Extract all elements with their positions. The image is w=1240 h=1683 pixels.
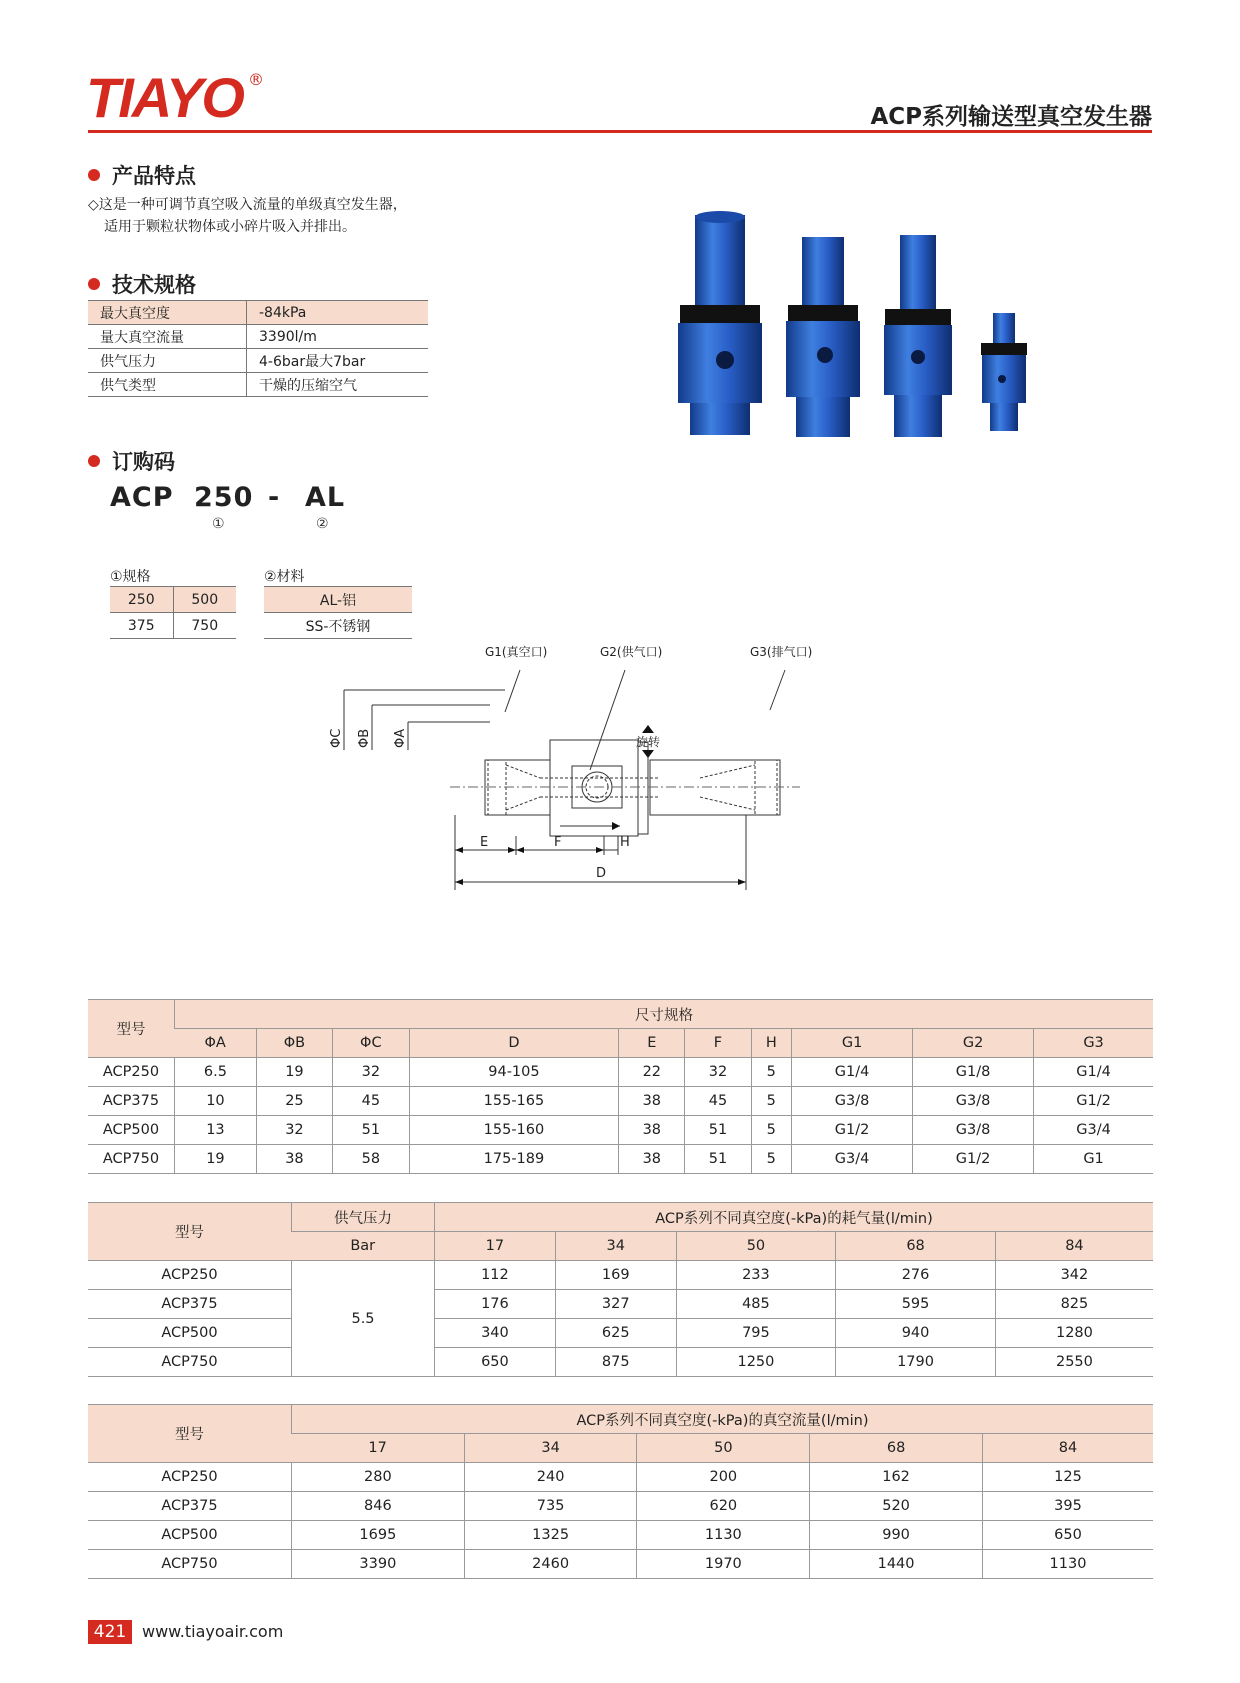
size-option: 500	[173, 587, 236, 613]
flow-cell: 650	[982, 1521, 1153, 1550]
label-f: F	[554, 835, 562, 850]
dim-column-header: ΦA	[175, 1029, 257, 1058]
material-row	[264, 587, 412, 613]
vacuum-generator-large	[678, 211, 762, 435]
air-table-header-row	[88, 1203, 1153, 1232]
dim-cell: 32	[256, 1116, 332, 1145]
size-row	[110, 587, 236, 613]
table-row	[88, 1319, 1153, 1348]
dim-column-header: G1	[792, 1029, 913, 1058]
order-code-dash: -	[268, 482, 281, 513]
air-cell: 1250	[676, 1348, 836, 1377]
dim-cell: 22	[619, 1058, 685, 1087]
flow-cell: 620	[637, 1492, 810, 1521]
flow-column-header: 34	[464, 1434, 637, 1463]
air-cell: 625	[555, 1319, 676, 1348]
flow-cell: 735	[464, 1492, 637, 1521]
dim-cell: 155-165	[409, 1087, 619, 1116]
label-rotate: 旋转	[636, 735, 661, 749]
spec-row	[88, 301, 428, 325]
order-mark-1: ①	[212, 516, 225, 532]
dim-model: ACP375	[88, 1087, 175, 1116]
table-row	[88, 1261, 1153, 1290]
ordering-heading	[88, 446, 175, 476]
dim-model: ACP250	[88, 1058, 175, 1087]
air-pressure-value: 5.5	[292, 1261, 435, 1377]
air-model-header: 型号	[88, 1203, 292, 1261]
material-option: AL-铝	[264, 587, 412, 613]
air-column-header: 84	[995, 1232, 1153, 1261]
dim-cell: 51	[685, 1116, 751, 1145]
dim-column-header: E	[619, 1029, 685, 1058]
dim-cell: 51	[685, 1145, 751, 1174]
spec-value: 3390l/m	[247, 325, 429, 349]
dim-cell: 38	[256, 1145, 332, 1174]
material-row	[264, 613, 412, 639]
table-row	[88, 1550, 1153, 1579]
air-group-header: ACP系列不同真空度(-kPa)的耗气量(l/min)	[435, 1203, 1154, 1232]
dim-cell: 25	[256, 1087, 332, 1116]
spec-label: 供气压力	[88, 349, 247, 373]
vacuum-generator-mini	[981, 313, 1027, 431]
dim-cell: 13	[175, 1116, 257, 1145]
air-pressure-header: 供气压力	[292, 1203, 435, 1232]
air-cell: 1790	[836, 1348, 996, 1377]
air-cell: 342	[995, 1261, 1153, 1290]
air-column-header: 50	[676, 1232, 836, 1261]
spec-row	[88, 373, 428, 397]
bullet-dot-icon	[88, 455, 100, 467]
air-consumption-table	[88, 1202, 1153, 1377]
dim-cell: G3/8	[913, 1116, 1034, 1145]
dim-cell: 5	[751, 1116, 792, 1145]
table-row	[88, 1058, 1153, 1087]
dimension-table-columns-row	[88, 1029, 1153, 1058]
dim-column-header: H	[751, 1029, 792, 1058]
air-column-header: 17	[435, 1232, 556, 1261]
table-row	[88, 1521, 1153, 1550]
vacuum-flow-table	[88, 1404, 1153, 1579]
table-row	[88, 1492, 1153, 1521]
dim-model: ACP750	[88, 1145, 175, 1174]
table-row	[88, 1087, 1153, 1116]
dim-cell: 5	[751, 1058, 792, 1087]
air-cell: 112	[435, 1261, 556, 1290]
flow-cell: 1130	[982, 1550, 1153, 1579]
dim-cell: 19	[256, 1058, 332, 1087]
spec-row	[88, 325, 428, 349]
label-d: D	[596, 866, 607, 881]
features-text	[88, 194, 407, 238]
size-option: 250	[110, 587, 173, 613]
flow-cell: 2460	[464, 1550, 637, 1579]
air-cell: 650	[435, 1348, 556, 1377]
flow-cell: 1695	[292, 1521, 465, 1550]
table-row	[88, 1290, 1153, 1319]
flow-cell: 1130	[637, 1521, 810, 1550]
dim-cell: G1/2	[792, 1116, 913, 1145]
air-cell: 875	[555, 1348, 676, 1377]
air-model: ACP250	[88, 1261, 292, 1290]
product-photo	[660, 205, 1060, 475]
size-option: 750	[173, 613, 236, 639]
dim-cell: 175-189	[409, 1145, 619, 1174]
flow-cell: 1970	[637, 1550, 810, 1579]
spec-value: 4-6bar最大7bar	[247, 349, 429, 373]
flow-model: ACP750	[88, 1550, 292, 1579]
dim-model-header: 型号	[88, 1000, 175, 1058]
flow-table-header-row	[88, 1405, 1153, 1434]
dim-cell: 5	[751, 1087, 792, 1116]
size-row	[110, 613, 236, 639]
spec-value: 干燥的压缩空气	[247, 373, 429, 397]
dim-cell: G1/2	[913, 1145, 1034, 1174]
air-cell: 340	[435, 1319, 556, 1348]
flow-model-header: 型号	[88, 1405, 292, 1463]
flow-cell: 990	[810, 1521, 983, 1550]
material-options-table	[264, 586, 412, 639]
dim-cell: G1/4	[1034, 1058, 1153, 1087]
dim-cell: 38	[619, 1145, 685, 1174]
order-code-part-1: ACP	[110, 482, 174, 513]
size-options-title: ①规格	[110, 569, 151, 585]
air-cell: 169	[555, 1261, 676, 1290]
air-cell: 940	[836, 1319, 996, 1348]
dim-column-header: ΦB	[256, 1029, 332, 1058]
flow-cell: 3390	[292, 1550, 465, 1579]
dimension-diagram	[329, 645, 910, 970]
vacuum-generator-medium	[786, 237, 860, 437]
flow-cell: 1440	[810, 1550, 983, 1579]
label-phi-c: ΦC	[329, 728, 344, 748]
bullet-dot-icon	[88, 278, 100, 290]
spec-label: 供气类型	[88, 373, 247, 397]
label-g2: G2(供气口)	[600, 645, 663, 659]
order-mark-2: ②	[316, 516, 329, 532]
specs-table	[88, 300, 428, 397]
size-option: 375	[110, 613, 173, 639]
dim-cell: G3/4	[792, 1145, 913, 1174]
flow-model: ACP375	[88, 1492, 292, 1521]
dim-cell: G1/8	[913, 1058, 1034, 1087]
air-cell: 595	[836, 1290, 996, 1319]
flow-model: ACP500	[88, 1521, 292, 1550]
flow-column-header: 17	[292, 1434, 465, 1463]
page-title: ACP系列输送型真空发生器	[870, 104, 1152, 130]
dim-cell: 38	[619, 1087, 685, 1116]
dim-column-header: D	[409, 1029, 619, 1058]
ordering-heading-text: 订购码	[112, 450, 175, 474]
flow-cell: 1325	[464, 1521, 637, 1550]
dim-cell: G1/4	[792, 1058, 913, 1087]
air-cell: 2550	[995, 1348, 1153, 1377]
dim-cell: 5	[751, 1145, 792, 1174]
material-options-title: ②材料	[264, 569, 305, 585]
air-cell: 485	[676, 1290, 836, 1319]
label-g1: G1(真空口)	[485, 645, 548, 659]
air-column-header: 34	[555, 1232, 676, 1261]
flow-cell: 395	[982, 1492, 1153, 1521]
flow-cell: 200	[637, 1463, 810, 1492]
dim-cell: 51	[332, 1116, 409, 1145]
dim-column-header: G2	[913, 1029, 1034, 1058]
spec-label: 量大真空流量	[88, 325, 247, 349]
air-column-header: 68	[836, 1232, 996, 1261]
dim-cell: 6.5	[175, 1058, 257, 1087]
dim-cell: 94-105	[409, 1058, 619, 1087]
label-phi-b: ΦB	[357, 728, 372, 748]
air-cell: 1280	[995, 1319, 1153, 1348]
features-heading	[88, 160, 196, 190]
dim-cell: G3/8	[913, 1087, 1034, 1116]
features-line-1: ◇这是一种可调节真空吸入流量的单级真空发生器，	[88, 197, 407, 213]
table-row	[88, 1463, 1153, 1492]
flow-cell: 240	[464, 1463, 637, 1492]
label-phi-a: ΦA	[393, 728, 408, 748]
material-option: SS-不锈钢	[264, 613, 412, 639]
air-model: ACP750	[88, 1348, 292, 1377]
bullet-dot-icon	[88, 169, 100, 181]
label-h: H	[620, 835, 630, 850]
order-code-part-3: AL	[305, 482, 346, 513]
flow-cell: 520	[810, 1492, 983, 1521]
features-line-2: 适用于颗粒状物体或小碎片吸入并排出。	[104, 219, 356, 235]
spec-label: 最大真空度	[88, 301, 247, 325]
air-model: ACP500	[88, 1319, 292, 1348]
dim-cell: 19	[175, 1145, 257, 1174]
dim-cell: 32	[332, 1058, 409, 1087]
website-link[interactable]: www.tiayoair.com	[142, 1622, 284, 1641]
dim-cell: 155-160	[409, 1116, 619, 1145]
air-cell: 327	[555, 1290, 676, 1319]
dim-group-header: 尺寸规格	[175, 1000, 1154, 1029]
dim-column-header: G3	[1034, 1029, 1153, 1058]
spec-value: -84kPa	[247, 301, 429, 325]
air-cell: 795	[676, 1319, 836, 1348]
dim-cell: 58	[332, 1145, 409, 1174]
flow-cell: 846	[292, 1492, 465, 1521]
air-cell: 276	[836, 1261, 996, 1290]
dim-cell: 45	[685, 1087, 751, 1116]
air-cell: 176	[435, 1290, 556, 1319]
label-e: E	[480, 835, 489, 850]
label-g3: G3(排气口)	[750, 645, 813, 659]
flow-cell: 162	[810, 1463, 983, 1492]
air-model: ACP375	[88, 1290, 292, 1319]
dim-column-header: ΦC	[332, 1029, 409, 1058]
flow-column-header: 84	[982, 1434, 1153, 1463]
dim-model: ACP500	[88, 1116, 175, 1145]
registered-mark: ®	[248, 70, 264, 89]
dimension-table	[88, 999, 1153, 1174]
dim-cell: G1	[1034, 1145, 1153, 1174]
flow-group-header: ACP系列不同真空度(-kPa)的真空流量(l/min)	[292, 1405, 1154, 1434]
dim-cell: G1/2	[1034, 1087, 1153, 1116]
flow-column-header: 50	[637, 1434, 810, 1463]
dim-cell: G3/4	[1034, 1116, 1153, 1145]
flow-column-header: 68	[810, 1434, 983, 1463]
specs-heading	[88, 269, 196, 299]
size-options-table	[110, 586, 236, 639]
specs-heading-text: 技术规格	[112, 273, 196, 297]
flow-cell: 280	[292, 1463, 465, 1492]
order-code-part-2: 250	[194, 482, 254, 513]
dimension-table-header-row	[88, 1000, 1153, 1029]
spec-row	[88, 349, 428, 373]
header-divider	[88, 130, 1152, 133]
page-number: 421	[88, 1620, 132, 1644]
flow-model: ACP250	[88, 1463, 292, 1492]
brand-logo: TIAYO	[86, 66, 243, 129]
dim-cell: 38	[619, 1116, 685, 1145]
air-cell: 825	[995, 1290, 1153, 1319]
dim-cell: 10	[175, 1087, 257, 1116]
table-row	[88, 1348, 1153, 1377]
dim-cell: G3/8	[792, 1087, 913, 1116]
table-row	[88, 1116, 1153, 1145]
features-heading-text: 产品特点	[112, 164, 196, 188]
air-cell: 233	[676, 1261, 836, 1290]
dim-column-header: F	[685, 1029, 751, 1058]
flow-cell: 125	[982, 1463, 1153, 1492]
vacuum-generator-small	[884, 235, 952, 437]
air-pressure-unit: Bar	[292, 1232, 435, 1261]
table-row	[88, 1145, 1153, 1174]
dim-cell: 32	[685, 1058, 751, 1087]
dim-cell: 45	[332, 1087, 409, 1116]
